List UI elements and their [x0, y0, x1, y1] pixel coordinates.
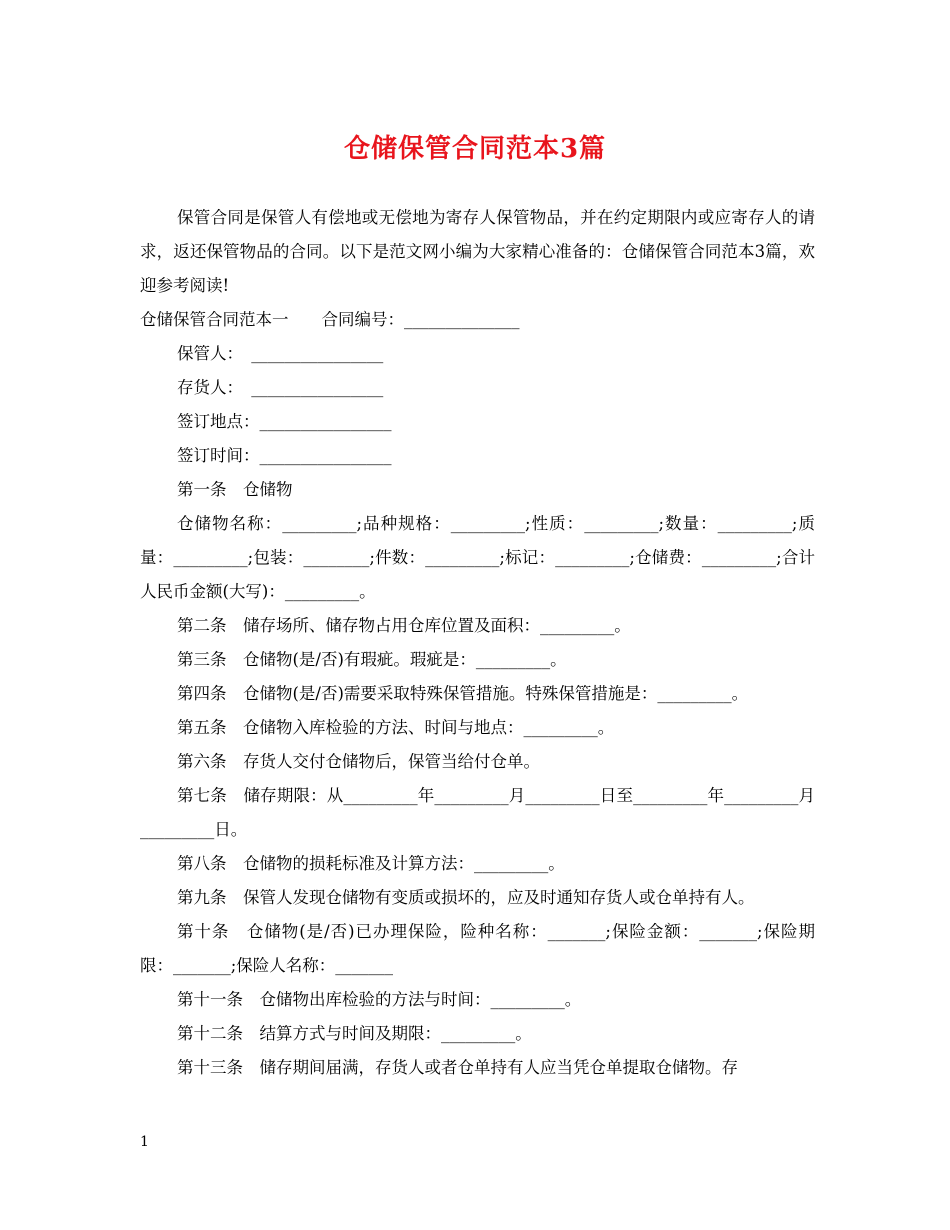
article-6: 第六条 存货人交付仓储物后，保管当给付仓单。: [177, 752, 540, 771]
article-1-title: 第一条 仓储物: [177, 480, 293, 499]
article-13: 第十三条 储存期间届满，存货人或者仓单持有人应当凭仓单提取仓储物。存: [177, 1058, 738, 1077]
sign-place-field: 签订地点：________________: [177, 412, 392, 431]
document-body: [140, 201, 815, 1085]
article-3: 第三条 仓储物(是/否)有瑕疵。瑕疵是：_________。: [177, 650, 567, 669]
article-9: 第九条 保管人发现仓储物有变质或损坏的，应及时通知存货人或仓单持有人。: [177, 888, 755, 907]
contract-header-line: 仓储保管合同范本一 合同编号：______________: [140, 310, 520, 329]
page-number: 1: [140, 1134, 149, 1150]
sign-time-field: 签订时间：________________: [177, 446, 392, 465]
depositor-field: 存货人： ________________: [177, 378, 384, 397]
article-11: 第十一条 仓储物出库检验的方法与时间：_________。: [177, 990, 582, 1009]
article-4: 第四条 仓储物(是/否)需要采取特殊保管措施。特殊保管措施是：_________。: [177, 684, 749, 703]
article-8: 第八条 仓储物的损耗标准及计算方法：_________。: [177, 854, 565, 873]
article-12: 第十二条 结算方式与时间及期限：_________。: [177, 1024, 532, 1043]
article-5: 第五条 仓储物入库检验的方法、时间与地点：_________。: [177, 718, 615, 737]
article-10: 第十条 仓储物(是/否)已办理保险，险种名称：_______;保险金额：_______;保险期限：_______;保险人名称：_______: [140, 922, 815, 975]
article-7: 第七条 储存期限：从_________年_________月_________日至_________年_________月_________日。: [140, 786, 815, 839]
custodian-field: 保管人： ________________: [177, 344, 384, 363]
intro-paragraph: 保管合同是保管人有偿地或无偿地为寄存人保管物品，并在约定期限内或应寄存人的请求，返还保管物品的合同。以下是范文网小编为大家精心准备的：仓储保管合同范本3篇，欢迎参考阅读!: [140, 208, 815, 295]
document-title: 仓储保管合同范本3篇: [343, 134, 607, 164]
article-2: 第二条 储存场所、储存物占用仓库位置及面积：_________。: [177, 616, 631, 635]
article-1-text: 仓储物名称：_________;品种规格：_________;性质：_________;数量：_________;质量：_________;包装：________;件数：_________;标记：_________;仓储费：_________;合计人民币金额(大写)：_________。: [140, 514, 815, 601]
